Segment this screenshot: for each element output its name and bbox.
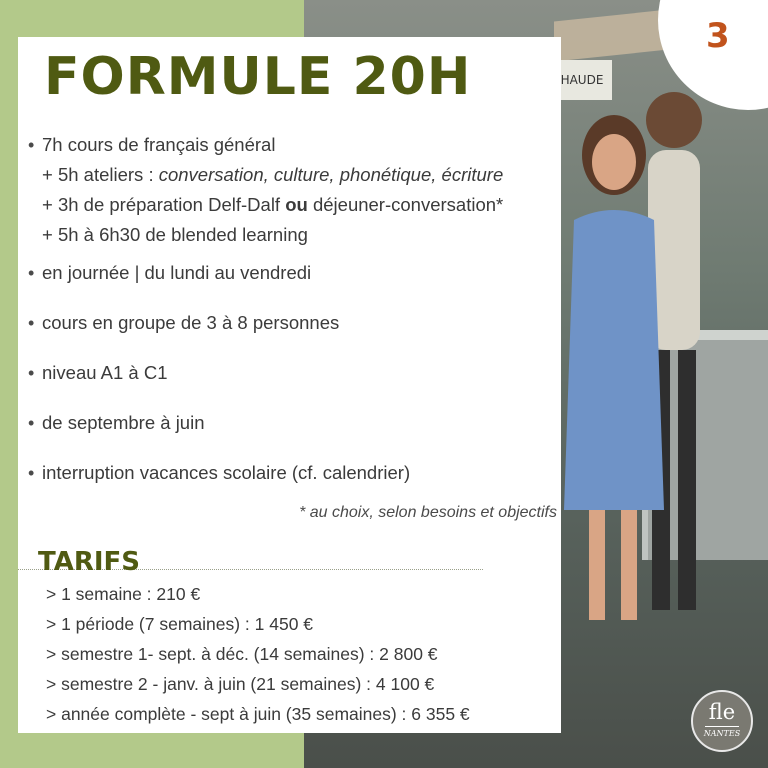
tarif-row: > 1 semaine : 210 € <box>46 584 201 604</box>
bullet-text-part: + 5h à 6h30 de blended learning <box>42 224 308 245</box>
bullet-text-part: déjeuner-conversation* <box>307 194 504 215</box>
tarif-row: > 1 période (7 semaines) : 1 450 € <box>46 614 314 634</box>
tarifs-list <box>46 579 470 729</box>
bullet-line <box>42 220 503 250</box>
bullet-text-part: ou <box>285 194 308 215</box>
bullet-dot: • <box>28 313 35 333</box>
bullet-line <box>42 160 503 190</box>
bullet-text <box>42 358 167 388</box>
bullet-line <box>42 130 503 160</box>
bullet-line <box>42 258 311 288</box>
fle-nantes-logo <box>691 690 753 752</box>
bullet-line <box>42 458 410 488</box>
page-number: 3 <box>706 16 730 56</box>
logo-main-text: fle <box>708 700 736 724</box>
page-title: FORMULE 20H <box>44 47 472 107</box>
bullet-dot: • <box>28 463 35 483</box>
logo-sub-text: NANTES <box>703 729 741 738</box>
bullet-text-part: conversation, culture, phonétique, écriture <box>158 164 504 185</box>
bullet-dot: • <box>28 263 35 283</box>
tarif-row: > année complète - sept à juin (35 semaines) : 6 355 € <box>46 704 470 724</box>
bullet-line <box>42 308 339 338</box>
photo-woman <box>559 110 669 630</box>
bullet-text-part: en journée | du lundi au vendredi <box>42 262 312 283</box>
tarif-row: > semestre 1- sept. à déc. (14 semaines) : 2 800 € <box>46 644 438 664</box>
bullet-line <box>42 358 167 388</box>
bullet-text-part: 7h cours de français général <box>42 134 276 155</box>
bullet-text <box>42 408 205 438</box>
bullet-text-part: + 3h de préparation Delf-Dalf <box>42 194 286 215</box>
bullet-dot: • <box>28 413 35 433</box>
logo-divider <box>705 726 739 727</box>
bullet-text <box>42 130 503 250</box>
content-card <box>18 37 561 733</box>
photo-sign: HAUDE <box>552 60 612 100</box>
footnote: * au choix, selon besoins et objectifs <box>299 504 557 521</box>
bullet-text <box>42 458 410 488</box>
tarif-row: > semestre 2 - janv. à juin (21 semaines) : 4 100 € <box>46 674 435 694</box>
bullet-dot: • <box>28 363 35 383</box>
bullet-line <box>42 190 503 220</box>
bullet-line <box>42 408 205 438</box>
bullet-text <box>42 308 339 338</box>
tarifs-heading: TARIFS <box>38 547 141 577</box>
bullet-text-part: de septembre à juin <box>42 412 205 433</box>
bullet-text-part: niveau A1 à C1 <box>42 362 168 383</box>
bullet-text-part: interruption vacances scolaire (cf. calendrier) <box>42 462 411 483</box>
bullet-text-part: + 5h ateliers : <box>42 164 159 185</box>
bullet-dot: • <box>28 135 35 155</box>
bullet-text <box>42 258 311 288</box>
bullet-text-part: cours en groupe de 3 à 8 personnes <box>42 312 340 333</box>
